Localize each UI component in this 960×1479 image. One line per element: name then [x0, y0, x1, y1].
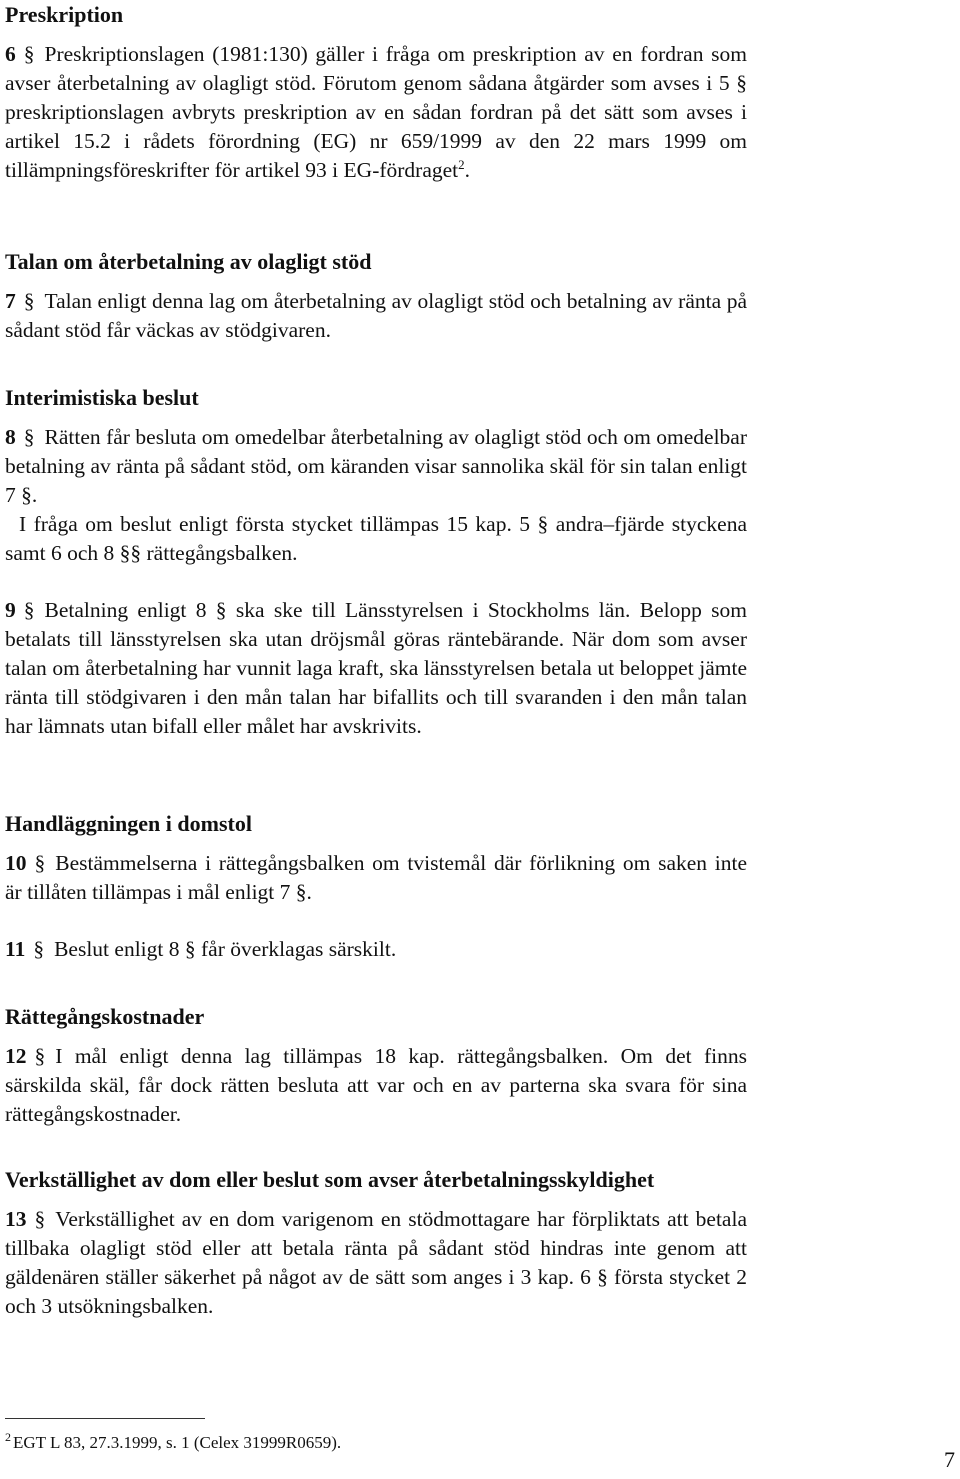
section-paragraph-11: [5, 935, 747, 964]
paragraph-text: Bestämmelserna i rättegångsbalken om tvistemål där förlikning om saken inte är tillåten tillämpas i mål enligt 7 §.: [5, 851, 747, 904]
paragraph-11: [5, 935, 747, 964]
paragraph-number: 6: [5, 42, 16, 66]
section-sign: §: [33, 937, 45, 961]
paragraph-number: 10: [5, 851, 27, 875]
section-verkstallighet: [5, 1165, 747, 1321]
section-sign: §: [34, 1044, 46, 1068]
paragraph-7: [5, 287, 747, 345]
paragraph-10: [5, 849, 747, 907]
paragraph-text: I fråga om beslut enligt första stycket tillämpas 15 kap. 5 § andra–fjärde styckena samt 6 och 8 §§ rättegångsbalken.: [5, 512, 747, 565]
section-sign: §: [23, 42, 35, 66]
paragraph-tail: .: [464, 158, 471, 182]
section-sign: §: [34, 851, 46, 875]
paragraph-8: [5, 423, 747, 510]
footnote-reference: 2: [458, 157, 465, 172]
section-heading: Preskription: [5, 2, 124, 27]
paragraph-number: 7: [5, 289, 16, 313]
footnote: [5, 1432, 341, 1454]
paragraph-number: 13: [5, 1207, 27, 1231]
paragraph-number: 8: [5, 425, 16, 449]
section-heading: Talan om återbetalning av olagligt stöd: [5, 249, 372, 274]
paragraph-text: Betalning enligt 8 § ska ske till Länsstyrelsen i Stockholms län. Belopp som betalats till länsstyrelsen ska utan dröjsmål göras räntebärande. När dom som avser talan om återbetalning har vunnit laga kraft, ska länsstyrelsen betala ut beloppet jämte ränta till stödgivaren i den mån talan har bifallits och till svaranden i den mån talan har lämnats utan bifall eller målet har avskrivits.: [5, 598, 747, 738]
section-sign: §: [23, 425, 35, 449]
paragraph-text: Talan enligt denna lag om återbetalning av olagligt stöd och betalning av ränta på sådant stöd får väckas av stödgivaren.: [5, 289, 747, 342]
section-talan: [5, 247, 747, 345]
footnote-marker: 2: [5, 1430, 11, 1444]
footnote-divider: [5, 1418, 205, 1419]
paragraph-text: Preskriptionslagen (1981:130) gäller i fråga om preskription av en fordran som avser återbetalning av olagligt stöd. Förutom genom sådana åtgärder som avses i 5 § preskriptionslagen avbryts preskription av en sådan fordran på det sätt som avses i artikel 15.2 i rådets förordning (EG) nr 659/1999 av den 22 mars 1999 om tillämpningsföreskrifter för artikel 93 i EG-fördraget: [5, 42, 747, 182]
paragraph-number: 12: [5, 1044, 27, 1068]
section-heading: Verkställighet av dom eller beslut som avser återbetalningsskyldighet: [5, 1167, 655, 1192]
paragraph-text: I mål enligt denna lag tillämpas 18 kap. rättegångsbalken. Om det finns särskilda skäl, får dock rätten besluta att var och en av parterna ska svara för sina rättegångskostnader.: [5, 1044, 747, 1126]
paragraph-text: Beslut enligt 8 § får överklagas särskilt.: [54, 937, 397, 961]
section-sign: §: [23, 289, 35, 313]
paragraph-13: [5, 1205, 747, 1321]
paragraph-number: 11: [5, 937, 26, 961]
section-preskription: [5, 0, 747, 185]
paragraph-number: 9: [5, 598, 16, 622]
paragraph-text: Rätten får besluta om omedelbar återbetalning av olagligt stöd och om omedelbar betalning av ränta på sådant stöd, om käranden visar sannolika skäl för sin talan enligt 7 §.: [5, 425, 747, 507]
section-handlaggningen: [5, 809, 747, 907]
section-paragraph-9: [5, 596, 747, 741]
page-number: 7: [944, 1447, 955, 1472]
paragraph-6: [5, 40, 747, 185]
section-heading: Interimistiska beslut: [5, 385, 199, 410]
section-heading: Rättegångskostnader: [5, 1004, 205, 1029]
section-interimistiska-beslut: [5, 383, 747, 568]
paragraph-text: Verkställighet av en dom varigenom en stödmottagare har förpliktats att betala tillbaka olagligt stöd eller att betala ränta på sådant stöd hindras inte genom att gäldenären ställer säkerhet på något av de sätt som anges i 3 kap. 6 § första stycket 2 och 3 utsökningsbalken.: [5, 1207, 747, 1318]
paragraph-8-second-stycke: [5, 510, 747, 568]
footnote-text: EGT L 83, 27.3.1999, s. 1 (Celex 31999R0659).: [13, 1433, 342, 1452]
paragraph-12: [5, 1042, 747, 1129]
section-rattegangskostnader: [5, 1002, 747, 1129]
paragraph-9: [5, 596, 747, 741]
section-sign: §: [23, 598, 35, 622]
section-sign: §: [34, 1207, 46, 1231]
section-heading: Handläggningen i domstol: [5, 811, 252, 836]
